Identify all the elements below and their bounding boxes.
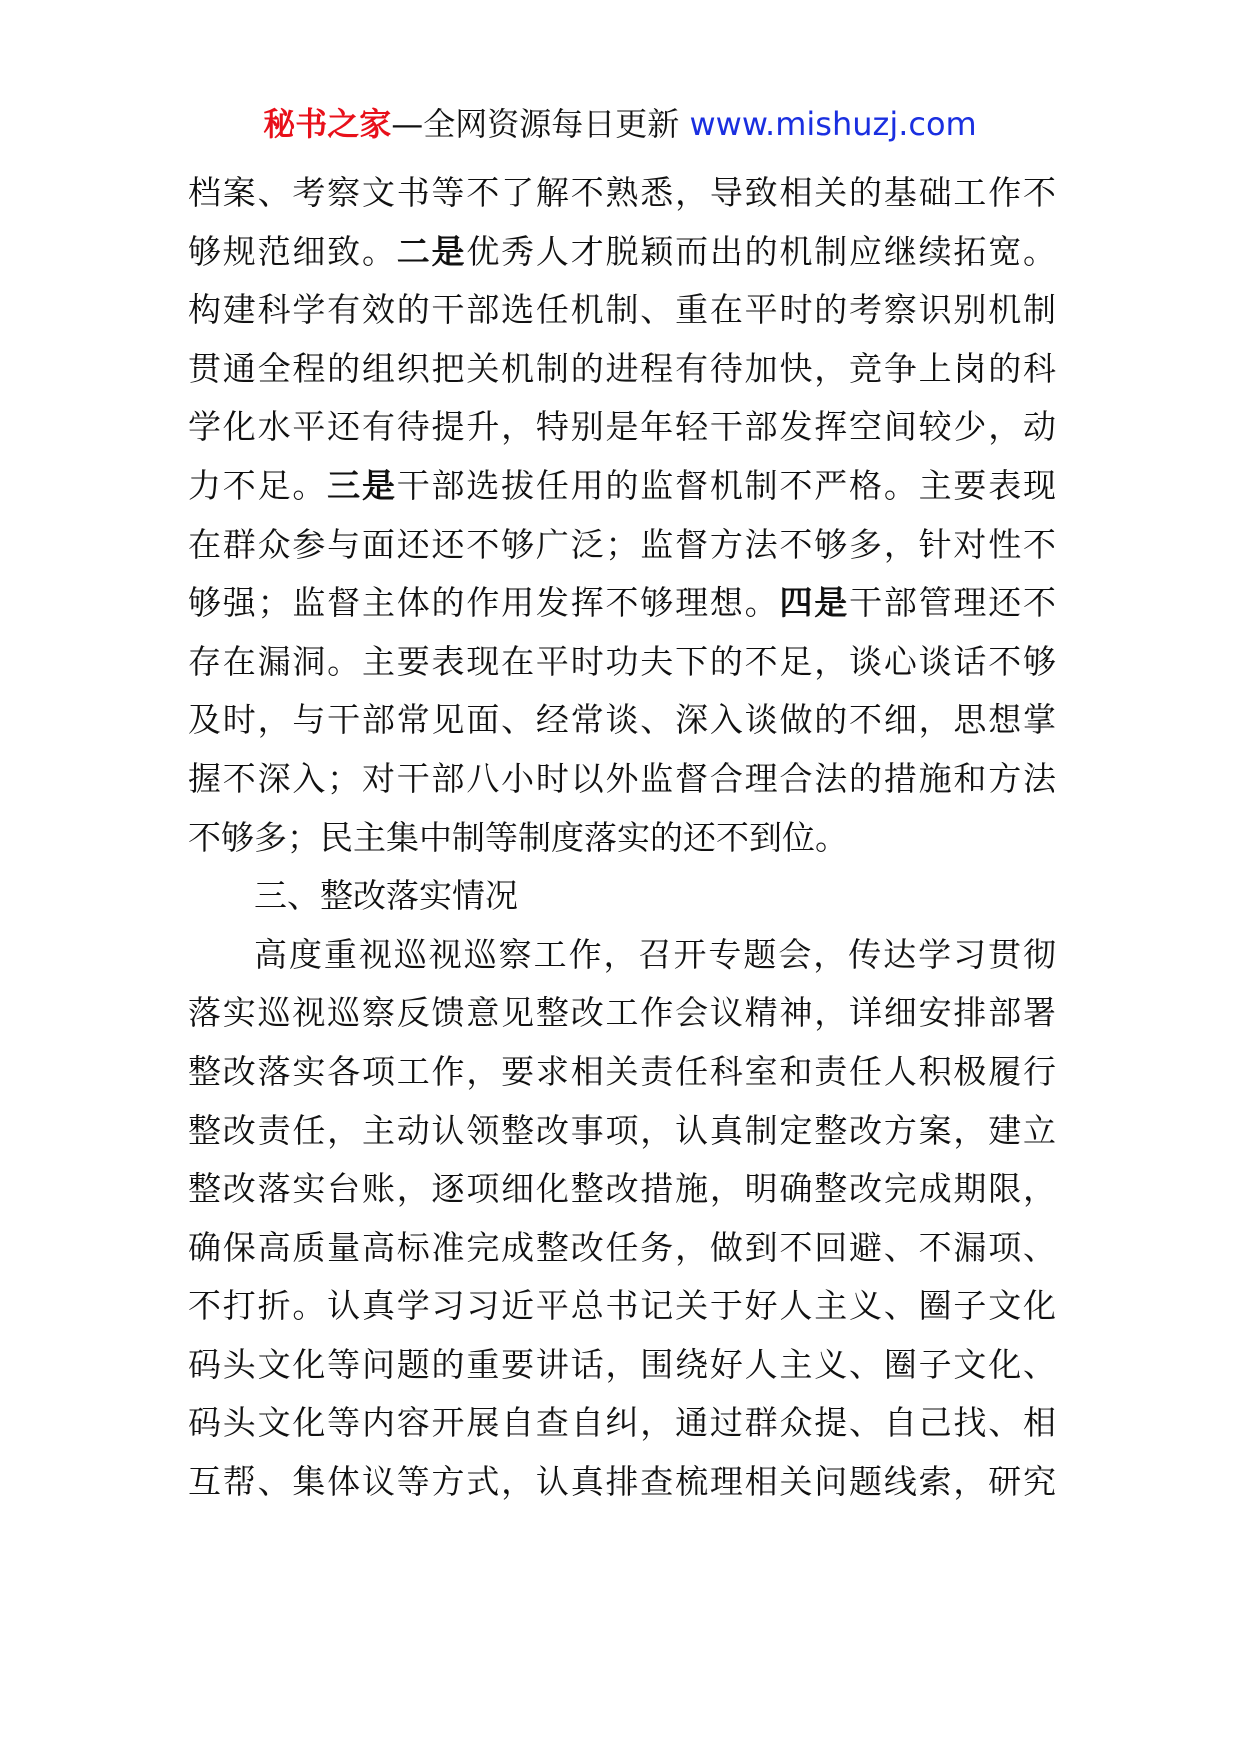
body-line: [188, 223, 1056, 282]
line-text: 够规范细致。: [188, 231, 397, 271]
line-text: 落实巡视巡察反馈意见整改工作会议精神，详细安排部署: [188, 993, 1056, 1033]
section-heading: [188, 867, 1056, 926]
line-text: 确保高质量高标准完成整改任务，做到不回避、不漏项、: [188, 1227, 1056, 1267]
body-line: [188, 1453, 1056, 1512]
body-line: [188, 633, 1056, 692]
section-heading-text: 三、整改落实情况: [254, 876, 518, 916]
line-text: 整改落实台账，逐项细化整改措施，明确整改完成期限，: [188, 1169, 1056, 1209]
line-text: 不打折。认真学习习近平总书记关于好人主义、圈子文化: [188, 1286, 1056, 1326]
line-text: 贯通全程的组织把关机制的进程有待加快，竞争上岗的科: [188, 348, 1056, 388]
line-text: 档案、考察文书等不了解不熟悉，导致相关的基础工作不: [188, 173, 1056, 212]
line-text: 在群众参与面还还不够广泛；监督方法不够多，针对性不: [188, 524, 1056, 564]
line-text: 码头文化等内容开展自查自纠，通过群众提、自己找、相: [188, 1403, 1056, 1443]
line-text: 学化水平还有待提升，特别是年轻干部发挥空间较少，动: [188, 407, 1056, 447]
paragraph-first-line: [188, 926, 1056, 985]
line-text-after: 干部管理还不: [849, 583, 1057, 623]
body-line: [188, 516, 1056, 575]
line-text: 存在漏洞。主要表现在平时功夫下的不足，谈心谈话不够: [188, 641, 1056, 681]
lead-label: 二是: [396, 231, 467, 271]
line-text: 互帮、集体议等方式，认真排查梳理相关问题线索，研究: [188, 1462, 1056, 1502]
line-text: 够强；监督主体的作用发挥不够理想。: [188, 583, 780, 623]
line-text-after: 优秀人才脱颖而出的机制应继续拓宽。: [466, 231, 1057, 271]
body-line: [188, 691, 1056, 750]
body-line: [188, 1160, 1056, 1219]
body-line: [188, 1219, 1056, 1278]
body-line: [188, 457, 1056, 516]
lead-label: 三是: [327, 465, 397, 505]
document-body: [188, 164, 1056, 1512]
body-line: [188, 1277, 1056, 1336]
lead-label: 四是: [779, 583, 850, 623]
line-text: 整改责任，主动认领整改事项，认真制定整改方案，建立: [188, 1110, 1056, 1150]
line-text: 高度重视巡视巡察工作，召开专题会，传达学习贯彻: [254, 934, 1056, 974]
line-text: 及时，与干部常见面、经常谈、深入谈做的不细，思想掌: [188, 700, 1056, 740]
line-text: 整改落实各项工作，要求相关责任科室和责任人积极履行: [188, 1051, 1056, 1091]
line-text: 构建科学有效的干部选任机制、重在平时的考察识别机制: [188, 290, 1056, 330]
body-line: [188, 1336, 1056, 1395]
body-line: [188, 1394, 1056, 1453]
body-line: [188, 574, 1056, 633]
line-text: 不够多；民主集中制等制度落实的还不到位。: [188, 817, 848, 857]
body-line: [188, 281, 1056, 340]
header-tagline: —全网资源每日更新: [391, 105, 680, 143]
body-line: [188, 1102, 1056, 1161]
header-brand: 秘书之家: [263, 105, 392, 143]
body-line: [188, 1043, 1056, 1102]
body-line: [188, 984, 1056, 1043]
header-url-link[interactable]: www.mishuzj.com: [689, 105, 977, 143]
line-text: 码头文化等问题的重要讲话，围绕好人主义、圈子文化、: [188, 1344, 1056, 1384]
page-header: [0, 98, 1240, 150]
body-line: [188, 750, 1056, 809]
line-text: 握不深入；对干部八小时以外监督合理合法的措施和方法: [188, 758, 1056, 798]
line-text: 力不足。: [188, 465, 328, 505]
body-line: [188, 340, 1056, 399]
line-text-after: 干部选拔任用的监督机制不严格。主要表现: [396, 465, 1057, 505]
body-line: [188, 398, 1056, 457]
body-line: [188, 164, 1056, 223]
body-line: [188, 809, 1056, 868]
